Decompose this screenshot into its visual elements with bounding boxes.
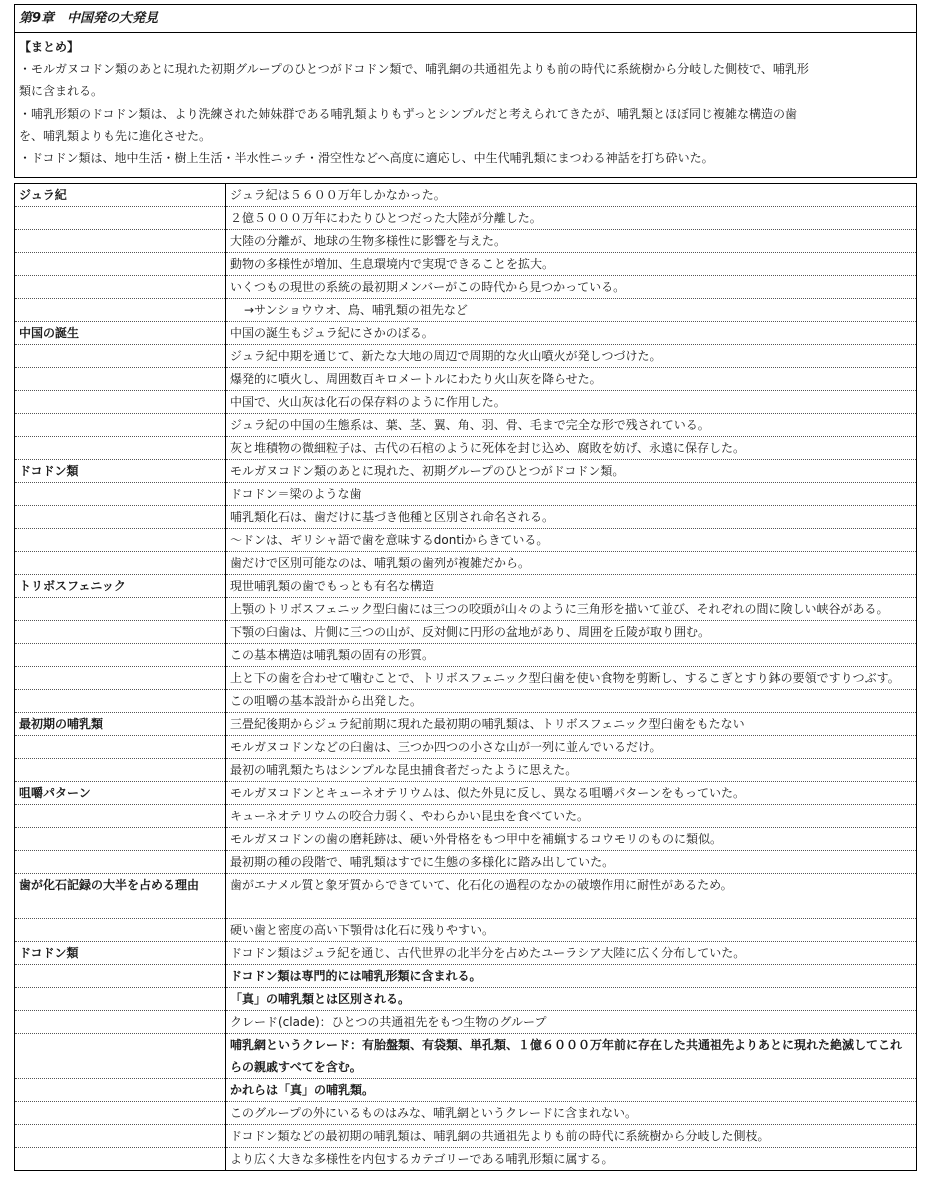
category-cell [15, 805, 226, 828]
note-text: →サンショウウオ、鳥、哺乳類の祖先など [244, 303, 468, 317]
note-cell [226, 667, 917, 690]
table-row [15, 575, 917, 598]
note-text: ～ドンは、ギリシャ語で歯を意味するdontiからきている。 [230, 533, 549, 547]
category-cell [15, 828, 226, 851]
note-text: ドコドン＝梁のような歯 [230, 487, 362, 501]
table-row [15, 942, 917, 965]
category-cell [15, 345, 226, 368]
note-text: 最初の哺乳類たちはシンプルな昆虫捕食者だったように思えた。 [230, 763, 578, 777]
note-text: キューネオテリウムの咬合力弱く、やわらかい昆虫を食べていた。 [230, 809, 590, 823]
note-cell [226, 1125, 917, 1148]
note-cell [226, 414, 917, 437]
table-row [15, 506, 917, 529]
category-cell [15, 483, 226, 506]
note-text: モルガヌコドンの歯の磨耗跡は、硬い外骨格をもつ甲中を補蝋するコウモリのものに類似。 [230, 832, 723, 846]
category-cell: ドコドン類 [15, 460, 226, 483]
note-text: より広く大きな多様性を内包するカテゴリーである哺乳形類に属する。 [230, 1152, 614, 1166]
category-cell [15, 644, 226, 667]
category-cell: 歯が化石記録の大半を占める理由 [15, 874, 226, 919]
category-cell [15, 506, 226, 529]
table-row [15, 851, 917, 874]
category-cell [15, 552, 226, 575]
note-text: モルガヌコドンとキューネオテリウムは、似た外見に反し、異なる咀嚼パターンをもっていた。 [230, 786, 746, 800]
table-row [15, 1125, 917, 1148]
note-cell [226, 690, 917, 713]
summary-line: 類に含まれる。 [19, 84, 104, 99]
note-text: 最初期の種の段階で、哺乳類はすでに生態の多様化に踏み出していた。 [230, 855, 615, 869]
category-cell: 最初期の哺乳類 [15, 713, 226, 736]
summary-line: ・ドコドン類は、地中生活・樹上生活・半水性ニッチ・滑空性などへ高度に適応し、中生代哺乳類にまつわる神話を打ち砕いた。 [19, 151, 714, 166]
category-cell [15, 437, 226, 460]
category-cell [15, 690, 226, 713]
table-row [15, 782, 917, 805]
table-row [15, 391, 917, 414]
note-cell [226, 874, 917, 919]
note-cell [226, 736, 917, 759]
note-text: この咀嚼の基本設計から出発した。 [230, 694, 423, 708]
table-row [15, 437, 917, 460]
table-row [15, 1079, 917, 1102]
table-row [15, 322, 917, 345]
note-cell [226, 759, 917, 782]
table-row [15, 1034, 917, 1079]
category-cell [15, 368, 226, 391]
note-cell [226, 782, 917, 805]
summary-line: を、哺乳類よりも先に進化させた。 [19, 128, 212, 143]
document-page [14, 4, 917, 1171]
note-text: クレード(clade)：ひとつの共通祖先をもつ生物のグループ [230, 1015, 547, 1029]
summary-heading: 【まとめ】 [19, 40, 80, 54]
note-text: ２億５０００万年にわたりひとつだった大陸が分離した。 [230, 211, 542, 225]
category-cell: トリボスフェニック [15, 575, 226, 598]
table-row [15, 988, 917, 1011]
table-row [15, 874, 917, 919]
note-text: ジュラ紀中期を通じて、新たな大地の周辺で周期的な火山噴火が発しつづけた。 [230, 349, 662, 363]
note-text: かれらは「真」の哺乳類。 [230, 1083, 375, 1097]
note-cell [226, 529, 917, 552]
category-cell [15, 851, 226, 874]
category-cell [15, 988, 226, 1011]
note-text: 中国で、火山灰は化石の保存料のように作用した。 [230, 395, 506, 409]
note-cell [226, 965, 917, 988]
note-cell [226, 207, 917, 230]
note-cell [226, 1011, 917, 1034]
note-cell [226, 483, 917, 506]
note-text: 灰と堆積物の微細粒子は、古代の石棺のように死体を封じ込め、腐敗を妨げ、永遠に保存した。 [230, 441, 746, 455]
category-cell: ドコドン類 [15, 942, 226, 965]
note-cell [226, 598, 917, 621]
table-row [15, 483, 917, 506]
table-row [15, 1148, 917, 1171]
table-row [15, 736, 917, 759]
note-cell [226, 942, 917, 965]
note-cell [226, 644, 917, 667]
note-cell [226, 552, 917, 575]
category-cell [15, 736, 226, 759]
table-row [15, 552, 917, 575]
table-row [15, 460, 917, 483]
category-cell [15, 414, 226, 437]
note-text: ドコドン類はジュラ紀を通じ、古代世界の北半分を占めたユーラシア大陸に広く分布していた。 [230, 946, 746, 960]
note-text: モルガヌコドンなどの臼歯は、三つか四つの小さな山が一列に並んでいるだけ。 [230, 740, 662, 754]
note-cell [226, 713, 917, 736]
note-text: 歯だけで区別可能なのは、哺乳類の歯列が複雑だから。 [230, 556, 531, 570]
category-cell [15, 621, 226, 644]
note-cell [226, 1034, 917, 1079]
note-cell [226, 1102, 917, 1125]
note-cell [226, 851, 917, 874]
note-cell [226, 919, 917, 942]
note-text: 硬い歯と密度の高い下顎骨は化石に残りやすい。 [230, 923, 495, 937]
table-row [15, 828, 917, 851]
category-cell [15, 1125, 226, 1148]
table-row [15, 414, 917, 437]
summary-line: ・哺乳形類のドコドン類は、より洗練された姉妹群である哺乳類よりもずっとシンプルだと考えられてきたが、哺乳類とほぼ同じ複雑な構造の歯 [19, 106, 798, 121]
category-cell [15, 667, 226, 690]
note-text: このグループの外にいるものはみな、哺乳網というクレードに含まれない。 [230, 1106, 638, 1120]
category-cell: ジュラ紀 [15, 184, 226, 207]
note-text: 動物の多様性が増加、生息環境内で実現できることを拡大。 [230, 257, 555, 271]
category-cell [15, 965, 226, 988]
note-cell [226, 1079, 917, 1102]
note-text: 上と下の歯を合わせて噛むことで、トリボスフェニック型臼歯を使い食物を剪断し、するこぎとすり鉢の要領ですりつぶす。 [230, 671, 900, 685]
summary-box [14, 33, 917, 178]
table-row [15, 253, 917, 276]
category-cell [15, 276, 226, 299]
category-cell [15, 299, 226, 322]
table-row [15, 299, 917, 322]
table-row [15, 713, 917, 736]
note-text: 哺乳網というクレード：有胎盤類、有袋類、単孔類、１億６０００万年前に存在した共通祖先よりあとに現れた絶滅してこれらの親戚すべてを含む。 [230, 1038, 903, 1074]
note-text: 下顎の臼歯は、片側に三つの山が、反対側に円形の盆地があり、周囲を丘陵が取り囲む。 [230, 625, 711, 639]
note-cell [226, 988, 917, 1011]
note-text: モルガヌコドン類のあとに現れた、初期グループのひとつがドコドン類。 [230, 464, 625, 478]
notes-table [14, 183, 917, 1171]
category-cell [15, 253, 226, 276]
category-cell [15, 1011, 226, 1034]
table-row [15, 529, 917, 552]
note-text: いくつもの現世の系統の最初期メンバーがこの時代から見つかっている。 [230, 280, 626, 294]
table-row [15, 598, 917, 621]
note-cell [226, 253, 917, 276]
note-cell [226, 184, 917, 207]
note-cell [226, 1148, 917, 1171]
table-row [15, 644, 917, 667]
table-row [15, 207, 917, 230]
note-cell [226, 230, 917, 253]
table-row [15, 919, 917, 942]
note-text: 歯がエナメル質と象牙質からできていて、化石化の過程のなかの破壊作用に耐性があるため。 [230, 878, 733, 892]
table-row [15, 690, 917, 713]
note-text: 現世哺乳類の歯でもっとも有名な構造 [230, 579, 435, 593]
category-cell [15, 598, 226, 621]
note-cell [226, 368, 917, 391]
table-row [15, 345, 917, 368]
table-row [15, 368, 917, 391]
category-cell: 咀嚼パターン [15, 782, 226, 805]
category-cell [15, 759, 226, 782]
note-text: ドコドン類などの最初期の哺乳類は、哺乳網の共通祖先よりも前の時代に系統樹から分岐した側枝。 [230, 1129, 770, 1143]
table-row [15, 1102, 917, 1125]
note-text: 上顎のトリボスフェニック型臼歯には三つの咬頭が山々のように三角形を描いて並び、それぞれの間に険しい峡谷がある。 [230, 602, 889, 616]
table-row [15, 667, 917, 690]
table-row [15, 621, 917, 644]
table-row [15, 1011, 917, 1034]
table-row [15, 230, 917, 253]
category-cell [15, 1102, 226, 1125]
category-cell [15, 1034, 226, 1079]
note-text: この基本構造は哺乳類の固有の形質。 [230, 648, 435, 662]
note-cell [226, 276, 917, 299]
table-row [15, 805, 917, 828]
note-cell [226, 345, 917, 368]
category-cell [15, 1148, 226, 1171]
note-text: 爆発的に噴火し、周囲数百キロメートルにわたり火山灰を降らせた。 [230, 372, 602, 386]
note-text: 哺乳類化石は、歯だけに基づき他種と区別され命名される。 [230, 510, 555, 524]
category-cell [15, 391, 226, 414]
summary-line: ・モルガヌコドン類のあとに現れた初期グループのひとつがドコドン類で、哺乳網の共通祖先よりも前の時代に系統樹から分岐した側枝で、哺乳形 [19, 62, 809, 77]
note-text: 中国の誕生もジュラ紀にさかのぼる。 [230, 326, 434, 340]
category-cell [15, 230, 226, 253]
note-cell [226, 391, 917, 414]
note-text: 三畳紀後期からジュラ紀前期に現れた最初期の哺乳類は、トリボスフェニック型臼歯をもたない [230, 717, 745, 731]
table-row [15, 965, 917, 988]
note-text: ジュラ紀の中国の生態系は、葉、茎、翼、角、羽、骨、毛まで完全な形で残されている。 [230, 418, 710, 432]
note-cell [226, 805, 917, 828]
category-cell [15, 919, 226, 942]
category-cell [15, 529, 226, 552]
note-cell [226, 437, 917, 460]
category-cell [15, 1079, 226, 1102]
table-row [15, 184, 917, 207]
chapter-title: 第9章 中国発の大発見 [14, 4, 917, 33]
note-text: ジュラ紀は５６００万年しかなかった。 [230, 188, 446, 202]
note-cell [226, 322, 917, 345]
category-cell: 中国の誕生 [15, 322, 226, 345]
note-cell [226, 621, 917, 644]
note-cell [226, 828, 917, 851]
category-cell [15, 207, 226, 230]
note-text: ドコドン類は専門的には哺乳形類に含まれる。 [230, 969, 482, 983]
note-cell [226, 506, 917, 529]
table-row [15, 759, 917, 782]
note-cell [226, 299, 917, 322]
note-text: 大陸の分離が、地球の生物多様性に影響を与えた。 [230, 234, 507, 248]
note-cell [226, 575, 917, 598]
note-text: 「真」の哺乳類とは区別される。 [230, 992, 411, 1006]
table-row [15, 276, 917, 299]
note-cell [226, 460, 917, 483]
